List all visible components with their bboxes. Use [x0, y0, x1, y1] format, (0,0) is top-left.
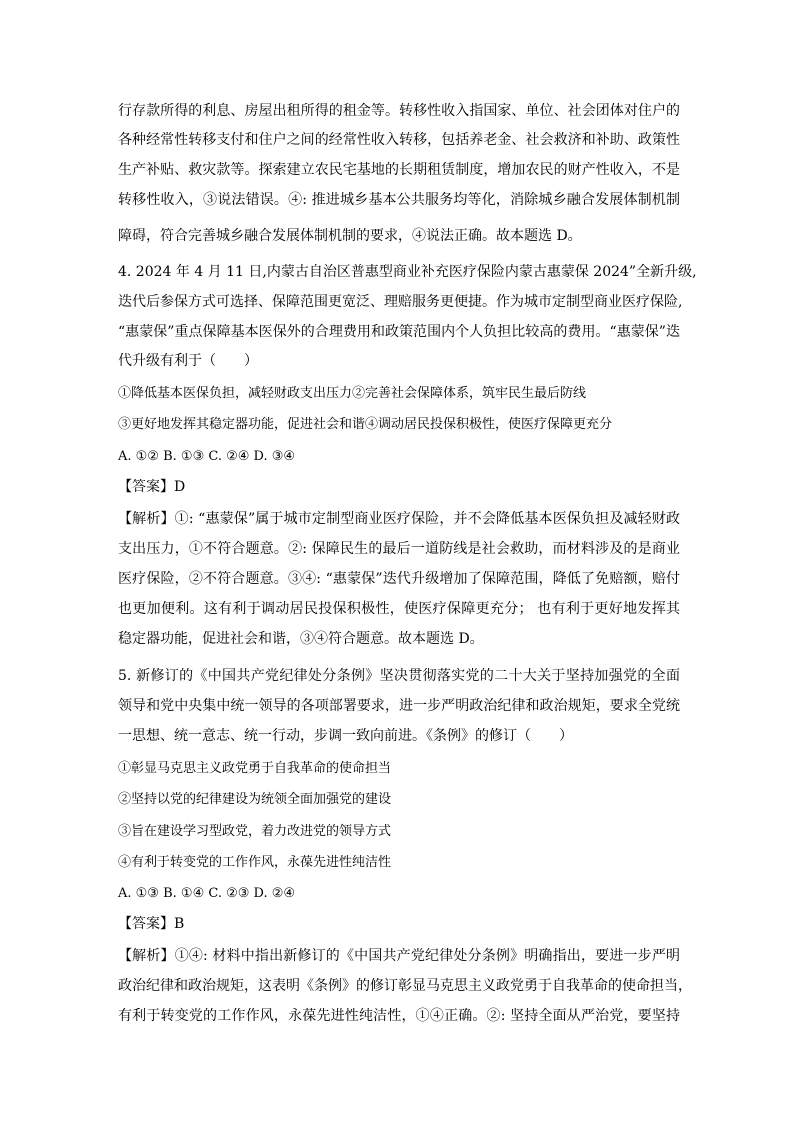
- paragraph-line: 转移性收入，③说法错误。④: 推进城乡基本公共服务均等化，消除城乡融合发展体制机制: [118, 192, 680, 208]
- question-4-analysis-line: 【解析】①: “惠蒙保”属于城市定制型商业医疗保险，并不会降低基本医保负担及减轻财政: [118, 511, 680, 527]
- question-4-analysis-line: 也更加便利。这有利于调动居民投保积极性，使医疗保障更充分； 也有利于更好地发挥其: [118, 601, 680, 617]
- paragraph-line: 各种经常性转移支付和住户之间的经常性收入转移，包括养老金、社会救济和补助、政策性: [118, 132, 680, 148]
- question-5-option: ④有利于转变党的工作作风，永葆先进性纯洁性: [118, 855, 392, 870]
- question-4-option: ③更好地发挥其稳定器功能，促进社会和谐④调动居民投保积极性，使医疗保障更充分: [118, 417, 613, 432]
- question-5-analysis-line: 有利于转变党的工作作风，永葆先进性纯洁性，①④正确。②: 坚持全面从严治党，要坚持: [118, 1008, 680, 1024]
- question-5-analysis-line: 政治纪律和政治规矩，这表明《条例》的修订彰显马克思主义政党勇于自我革命的使命担当，: [118, 978, 692, 994]
- question-4-stem-line: 4. 2024 年 4 月 11 日,内蒙古自治区普惠型商业补充医疗保险内蒙古惠蒙保 2024”全新升级,: [118, 264, 697, 280]
- question-4-choices: A. ①② B. ①③ C. ②④ D. ③④: [118, 449, 296, 464]
- question-5-stem-line: 领导和党中央集中统一领导的各项部署要求，进一步严明政治纪律和政治规矩，要求全党统: [118, 698, 680, 714]
- paragraph-line: 生产补贴、救灾款等。探索建立农民宅基地的长期租赁制度，增加农民的财产性收入，不是: [118, 162, 680, 178]
- question-5-stem-line: 一思想、统一意志、统一行动，步调一致向前进。《条例》的修订（ ）: [118, 728, 573, 744]
- question-4-answer: 【答案】D: [118, 479, 186, 495]
- question-5-option: ②坚持以党的纪律建设为统领全面加强党的建设: [118, 792, 392, 807]
- question-5-option: ①彰显马克思主义政党勇于自我革命的使命担当: [118, 761, 392, 776]
- question-5-choices: A. ①③ B. ①④ C. ②③ D. ②④: [118, 886, 296, 901]
- question-4-option: ①降低基本医保负担，减轻财政支出压力②完善社会保障体系，筑牢民生最后防线: [118, 386, 587, 401]
- question-5-stem-line: 5. 新修订的《中国共产党纪律处分条例》坚决贯彻落实党的二十大关于坚持加强党的全面: [118, 668, 680, 684]
- question-4-analysis-line: 支出压力，①不符合题意。②: 保障民生的最后一道防线是社会救助，而材料涉及的是商业: [118, 541, 680, 557]
- question-4-stem-line: 迭代后参保方式可选择、保障范围更宽泛、理赔服务更便捷。作为城市定制型商业医疗保险,: [118, 294, 683, 310]
- question-4-analysis-line: 医疗保险，②不符合题意。③④: “惠蒙保”迭代升级增加了保障范围，降低了免赔额，赔付: [118, 571, 680, 587]
- question-5-analysis-line: 【解析】①④: 材料中指出新修订的《中国共产党纪律处分条例》明确指出，要进一步严明: [118, 948, 680, 964]
- paragraph-line: 行存款所得的利息、房屋出租所得的租金等。转移性收入指国家、单位、社会团体对住户的: [118, 103, 680, 119]
- question-5-option: ③旨在建设学习型政党，着力改进党的领导方式: [118, 824, 392, 839]
- question-4-stem-line: “惠蒙保”重点保障基本医保外的合理费用和政策范围内个人负担比较高的费用。“惠蒙保”迭: [118, 324, 680, 340]
- question-4-stem-line: 代升级有利于（ ）: [118, 353, 258, 369]
- question-5-answer: 【答案】B: [118, 916, 185, 932]
- paragraph-line: 障碍，符合完善城乡融合发展体制机制的要求，④说法正确。故本题选 D。: [118, 228, 582, 244]
- question-4-analysis-line: 稳定器功能，促进社会和谐，③④符合题意。故本题选 D。: [118, 631, 484, 647]
